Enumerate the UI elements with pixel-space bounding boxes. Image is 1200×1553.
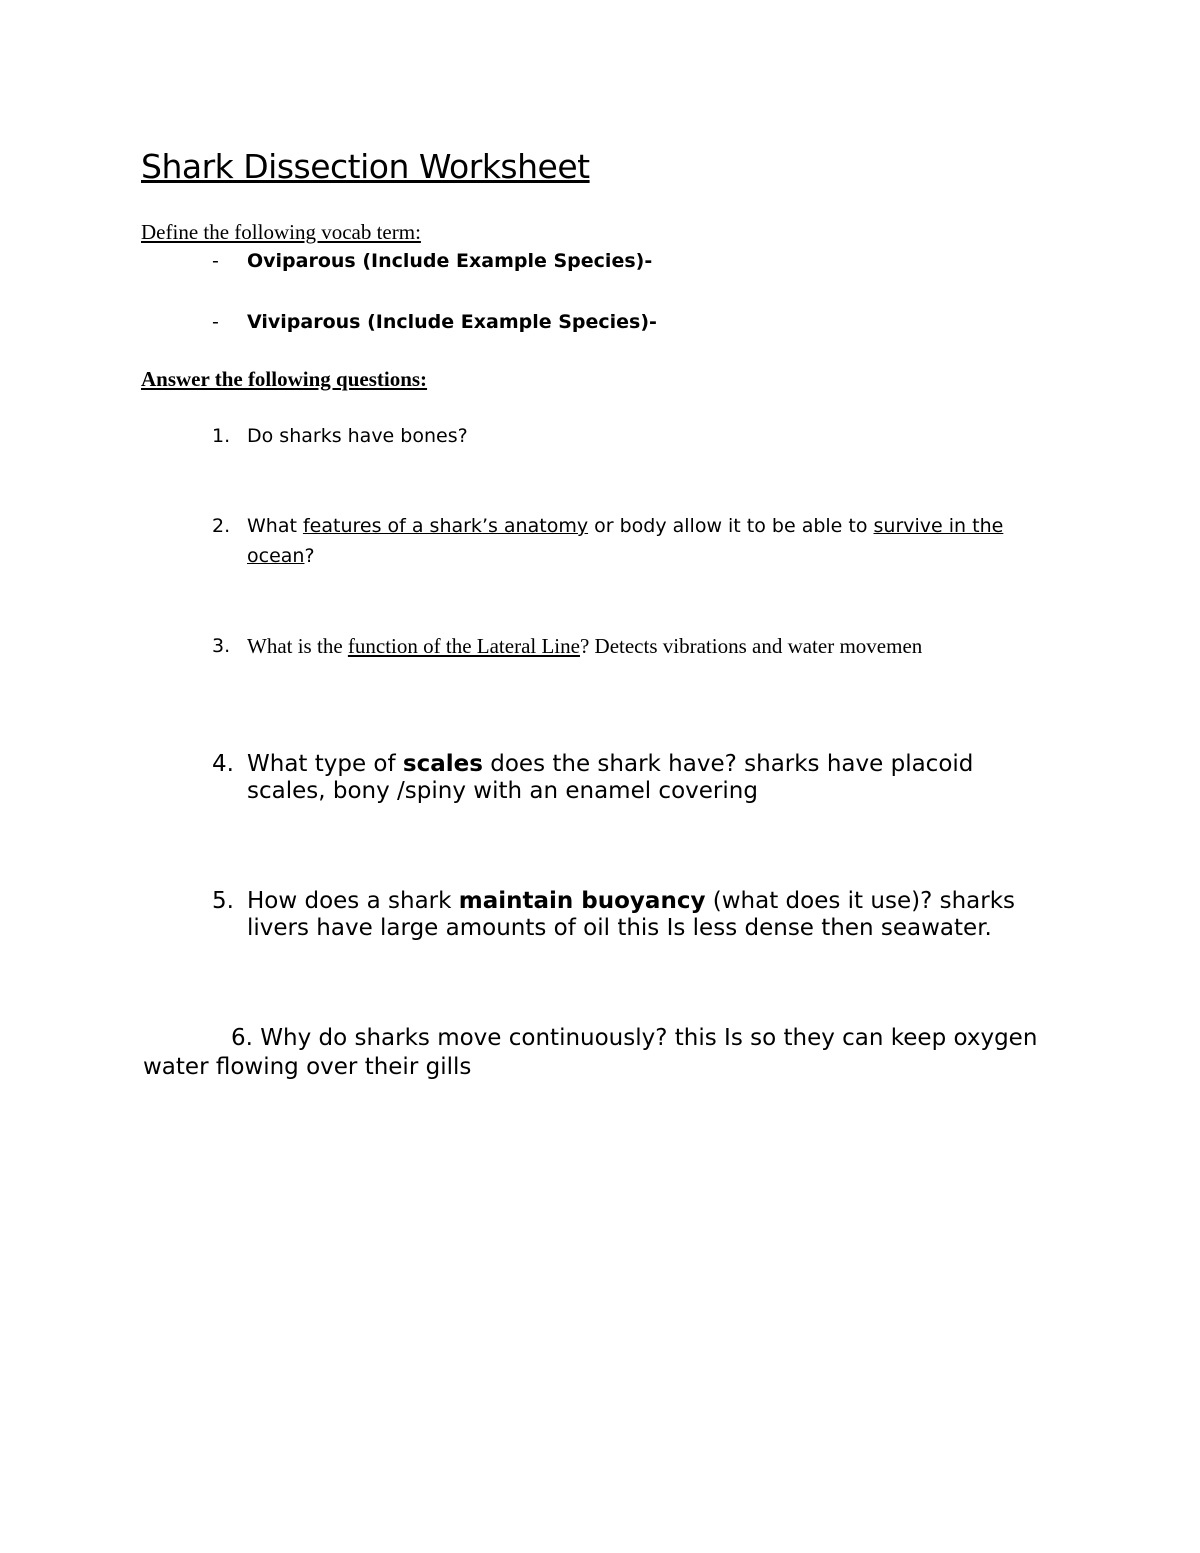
question-2-line-2	[247, 545, 315, 567]
question-2-underline-ocean: ocean	[247, 545, 305, 567]
question-1-text: Do sharks have bones?	[247, 425, 468, 447]
vocab-term-viviparous: Viviparous (Include Example Species)-	[247, 311, 657, 333]
question-4-line-1	[247, 751, 973, 777]
question-2-text-b: or body allow it to be able to	[588, 515, 874, 537]
question-3-underline-lateral-line: function of the Lateral Line	[347, 634, 580, 658]
question-3-number: 3.	[212, 635, 231, 657]
page-title: Shark Dissection Worksheet	[141, 147, 590, 186]
question-2-line-1	[247, 515, 1003, 537]
question-5-bold-buoyancy: maintain buoyancy	[458, 888, 706, 914]
question-4-text-a: What type of	[247, 751, 403, 777]
question-2-number: 2.	[212, 515, 231, 537]
vocab-dash-oviparous: -	[212, 250, 219, 272]
question-5-line-2: livers have large amounts of oil this Is less dense then seawater.	[247, 915, 992, 941]
question-6-line-2: water flowing over their gills	[143, 1054, 472, 1080]
question-2-underline-survive: survive in the	[873, 515, 1004, 537]
question-4-number: 4.	[212, 751, 234, 777]
answer-heading: Answer the following questions:	[141, 367, 428, 391]
question-2-text-a: What	[247, 515, 303, 537]
question-1-number: 1.	[212, 425, 231, 447]
define-prompt: Define the following vocab term:	[141, 220, 421, 244]
question-4-text-b: does the shark have? sharks have placoid	[482, 751, 974, 777]
question-2-underline-anatomy: features of a shark’s anatomy	[302, 515, 589, 537]
question-4-line-2: scales, bony /spiny with an enamel covering	[247, 778, 758, 804]
question-4-bold-scales: scales	[402, 751, 483, 777]
question-2-text-c: ?	[304, 545, 315, 567]
question-5-number: 5.	[212, 888, 234, 914]
question-3-line	[247, 634, 922, 659]
vocab-term-oviparous: Oviparous (Include Example Species)-	[247, 250, 653, 272]
question-6-line-1: 6. Why do sharks move continuously? this Is so they can keep oxygen	[231, 1025, 1038, 1051]
question-3-answer: ? Detects vibrations and water movemen	[579, 634, 923, 658]
question-5-line-1	[247, 888, 1015, 914]
question-5-text-b: (what does it use)? sharks	[705, 888, 1015, 914]
question-5-text-a: How does a shark	[247, 888, 459, 914]
vocab-dash-viviparous: -	[212, 311, 219, 333]
question-3-text-a: What is the	[247, 634, 348, 658]
